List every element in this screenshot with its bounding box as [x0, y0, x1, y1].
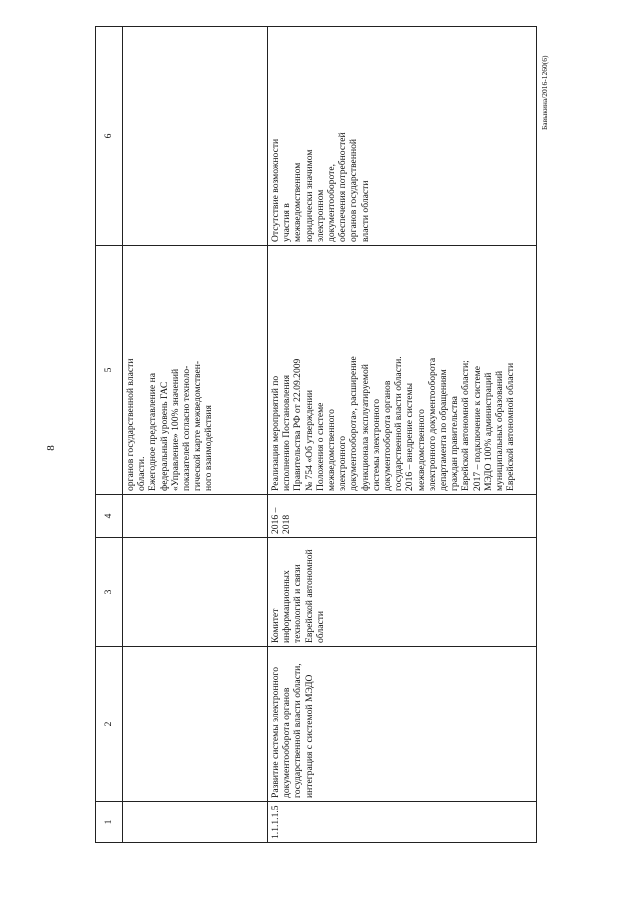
cell-responsible — [123, 538, 268, 647]
cell-text: 1.1.1.1.5 — [270, 805, 281, 839]
rotated-table-container — [95, 57, 529, 843]
cell-consequences — [268, 27, 537, 246]
cell-period — [268, 495, 537, 538]
table-row — [123, 27, 268, 843]
cell-text: органов государственной власти области. Ежегодное представление на федеральный уровень ГАС «Управление» 100% значений показателей согласно техноло- гической карте межведомствен- ного взаимодействия — [125, 358, 215, 491]
cell-expected-result — [123, 246, 268, 495]
cell-text: Отсутствие возможности участия в межведомственном юридически значимом электронном документообороте, обеспечения потребностей органов государственной власти области — [270, 132, 371, 242]
cell-text: Развитие системы электронного документооборота органов государственной власти области, интеграция с системой МЭДО — [270, 663, 315, 798]
program-activities-table — [95, 26, 537, 843]
cell-text: Реализация мероприятий по исполнению Постановления Правительства РФ от 22.09.2009 № 754 «Об утверждении Положения о системе межведомственного электронного документооборота», расширение функционала эксплуатируемой системы электронного документооборота органов государственной власти области. 2016 – внедрение системы межведомственного электронного документооборота департамента по обращениям граждан правительства Еврейской автономной области; 2017 – подключение к системе МЭДО 100% администраций муниципальных образований Еврейской автономной области — [270, 356, 517, 491]
header-col-5: 5 — [96, 246, 123, 495]
table-row — [268, 27, 537, 843]
header-col-1: 1 — [96, 802, 123, 843]
cell-item-number — [268, 802, 537, 843]
header-col-6: 6 — [96, 27, 123, 246]
cell-period — [123, 495, 268, 538]
header-col-3: 3 — [96, 538, 123, 647]
page-number: 8 — [45, 445, 57, 451]
cell-text: 2016 – 2018 — [270, 507, 293, 534]
header-col-4: 4 — [96, 495, 123, 538]
document-stamp: Бавыкина/2016-1260(6) — [540, 55, 549, 130]
cell-activity-name — [123, 647, 268, 802]
cell-activity-name — [268, 647, 537, 802]
cell-item-number — [123, 802, 268, 843]
cell-text: Комитет информационных технологий и связи Еврейской автономной области — [270, 549, 326, 643]
cell-responsible — [268, 538, 537, 647]
table-header-row — [96, 27, 123, 843]
cell-consequences — [123, 27, 268, 246]
header-col-2: 2 — [96, 647, 123, 802]
cell-expected-result — [268, 246, 537, 495]
